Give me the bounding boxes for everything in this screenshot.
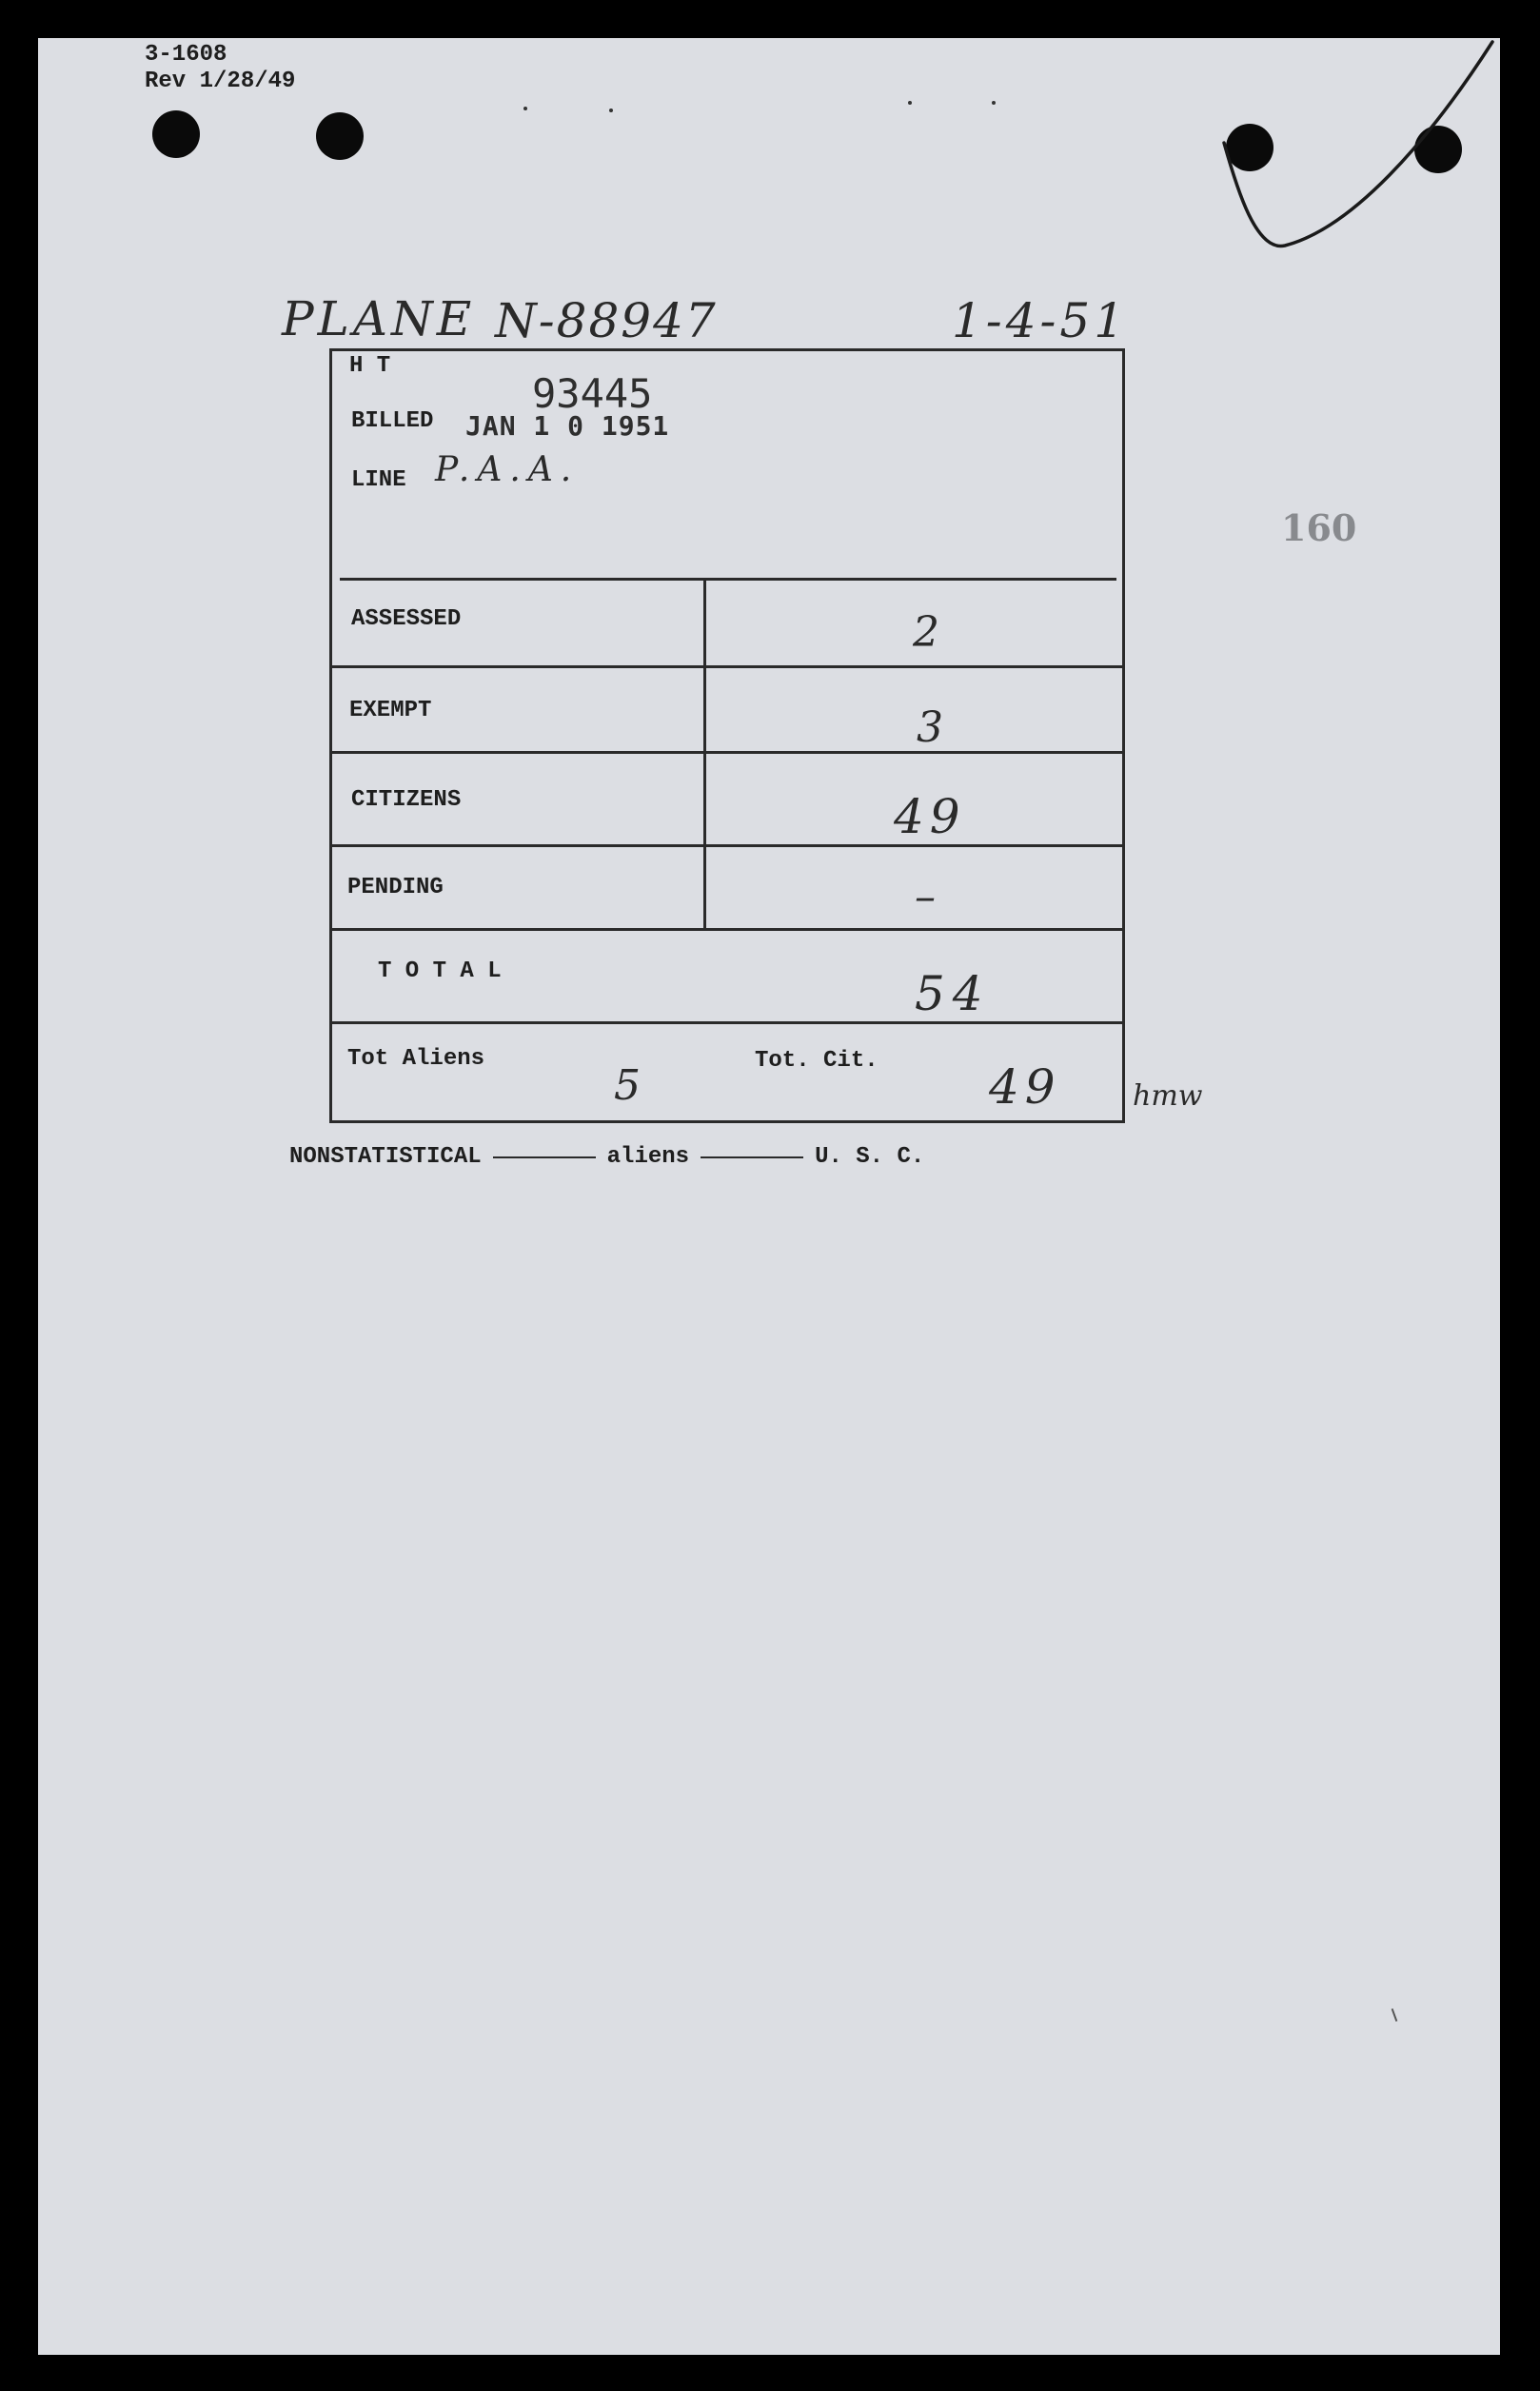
rule	[332, 1021, 1122, 1024]
citizens-label: CITIZENS	[351, 787, 462, 813]
total-label: T O T A L	[378, 958, 502, 984]
ht-label: H T	[349, 353, 391, 379]
rule	[332, 751, 1122, 754]
tot-cit-label: Tot. Cit.	[755, 1048, 879, 1074]
speck	[523, 107, 527, 110]
exempt-label: EXEMPT	[349, 698, 432, 723]
exempt-value: 3	[917, 703, 943, 752]
page-number: 160	[1281, 506, 1357, 549]
punch-hole-left-1	[152, 110, 200, 158]
usc-label: U. S. C.	[815, 1144, 925, 1170]
document-sheet	[38, 38, 1500, 2355]
clerk-initials: hmw	[1133, 1079, 1203, 1113]
aliens-label: aliens	[606, 1144, 690, 1170]
serial-number-stamp: 93445	[532, 370, 653, 417]
stray-mark	[1392, 2008, 1398, 2022]
rule	[332, 665, 1122, 668]
total-value: 54	[915, 966, 991, 1021]
line-value: P.A.A.	[435, 450, 580, 489]
rule	[332, 928, 1122, 931]
rule	[332, 844, 1122, 847]
flight-date: 1-4-51	[952, 293, 1129, 348]
nonstatistical-label: NONSTATISTICAL	[289, 1144, 482, 1170]
check-mark-icon	[1218, 38, 1504, 267]
tot-cit-value: 49	[989, 1059, 1061, 1115]
form-revision: Rev 1/28/49	[145, 69, 296, 94]
billed-date-stamp: JAN 1 0 1951	[465, 410, 670, 442]
plane-number: N-88947	[495, 293, 718, 348]
line-label: LINE	[351, 467, 406, 493]
column-divider	[703, 578, 706, 928]
form-number: 3-1608	[145, 42, 227, 68]
billed-label: BILLED	[351, 408, 434, 434]
nonstatistical-usc-blank	[701, 1156, 803, 1158]
punch-hole-left-2	[316, 112, 364, 160]
speck	[908, 101, 912, 105]
pending-value: –	[915, 873, 936, 921]
plane-label: PLANE	[282, 291, 476, 346]
speck	[609, 109, 613, 112]
assessed-label: ASSESSED	[351, 606, 462, 632]
tot-aliens-label: Tot Aliens	[347, 1046, 485, 1072]
manifest-form-box	[329, 348, 1125, 1123]
tot-aliens-value: 5	[614, 1061, 641, 1110]
nonstatistical-line	[289, 1144, 924, 1170]
nonstatistical-aliens-blank	[493, 1156, 596, 1158]
citizens-value: 49	[894, 789, 966, 844]
pending-label: PENDING	[347, 875, 444, 900]
speck	[992, 101, 996, 105]
rule	[340, 578, 1116, 581]
assessed-value: 2	[913, 608, 939, 657]
